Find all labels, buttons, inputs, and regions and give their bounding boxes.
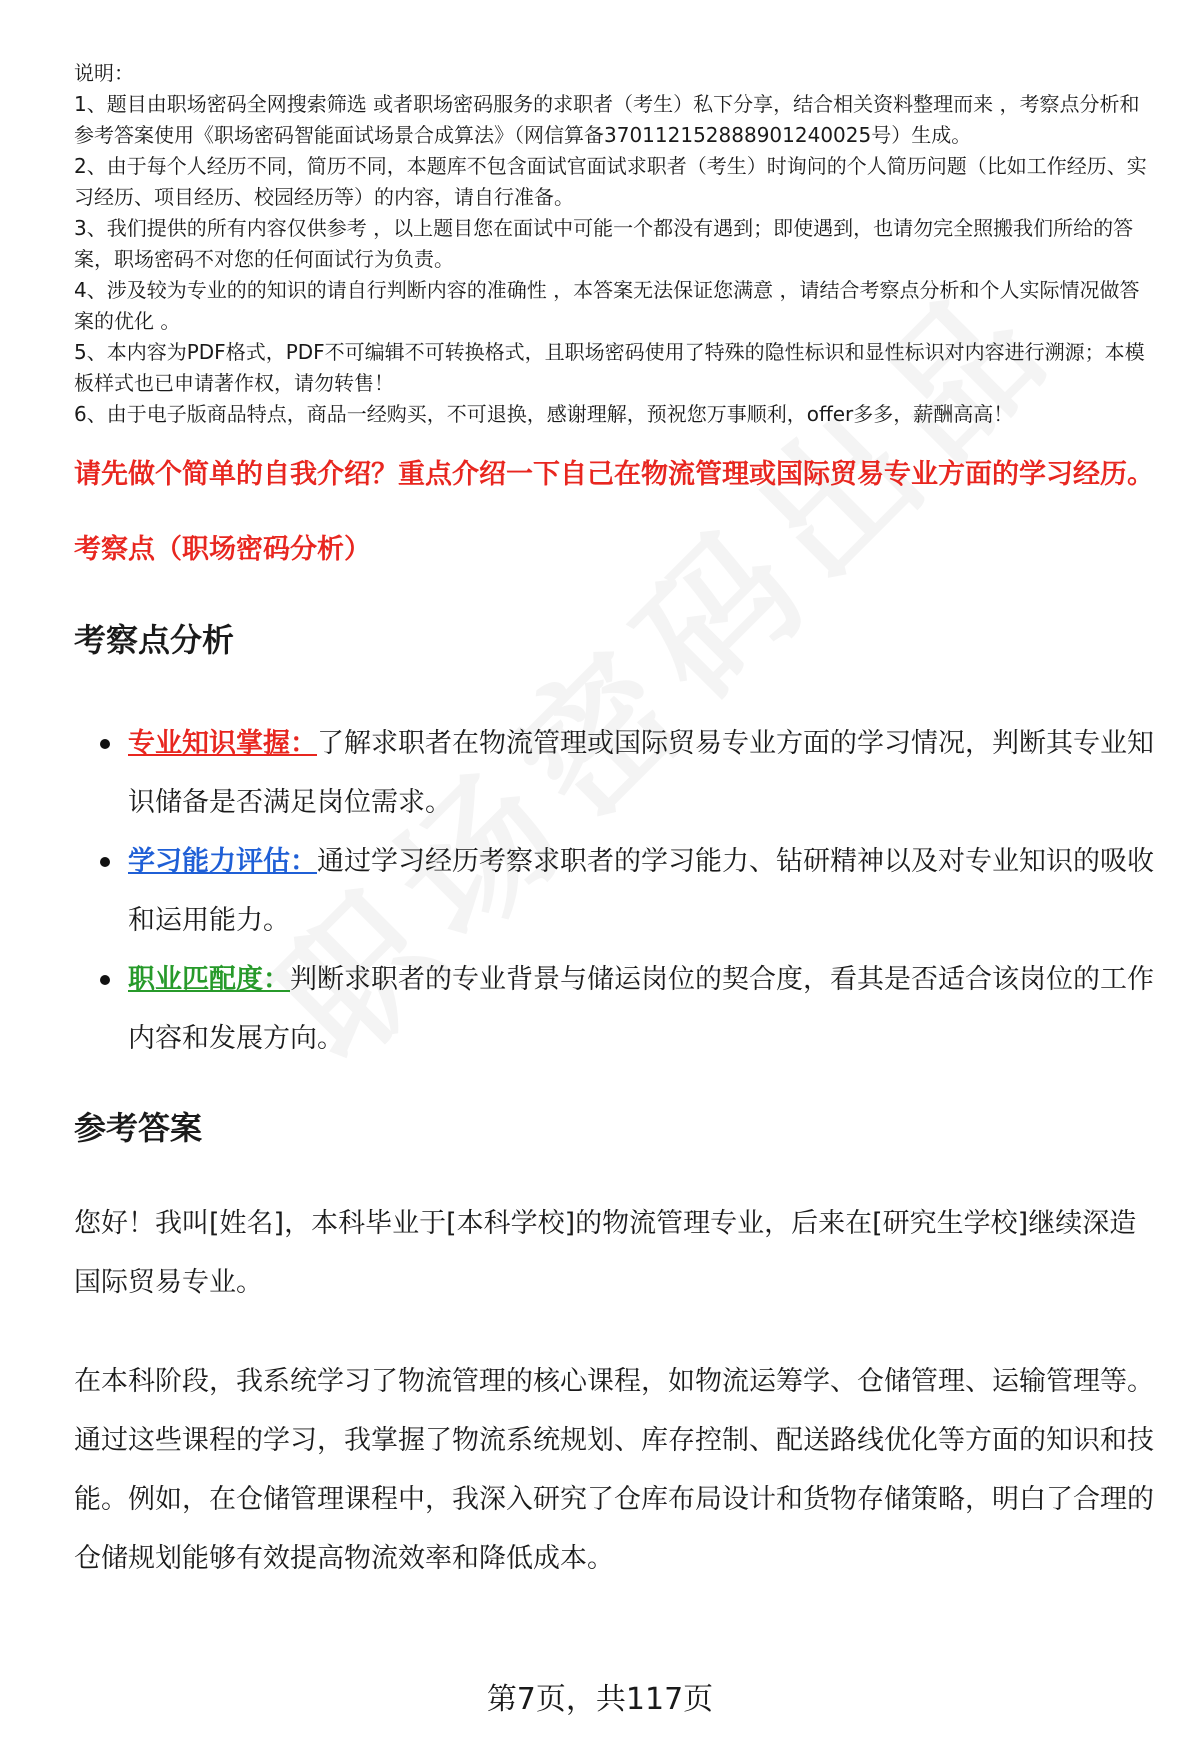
point-label: 职业匹配度： (128, 964, 290, 995)
bullet-icon (100, 975, 110, 985)
analysis-points (74, 714, 1154, 1068)
content (74, 58, 1154, 1588)
analysis-point (74, 714, 1154, 832)
notes-section (74, 58, 1154, 430)
note-item: 2、由于每个人经历不同，简历不同，本题库不包含面试官面试求职者（考生）时询问的个人简历问题（比如工作经历、实习经历、项目经历、校园经历等）的内容，请自行准备。 (74, 154, 1147, 209)
answer-paragraph: 在本科阶段，我系统学习了物流管理的核心课程，如物流运筹学、仓储管理、运输管理等。通过这些课程的学习，我掌握了物流系统规划、库存控制、配送路线优化等方面的知识和技能。例如，在仓储管理课程中，我深入研究了仓库布局设计和货物存储策略，明白了合理的仓储规划能够有效提高物流效率和降低成本。 (74, 1366, 1154, 1574)
point-label: 专业知识掌握： (128, 728, 317, 759)
note-item: 3、我们提供的所有内容仅供参考 ，以上题目您在面试中可能一个都没有遇到；即使遇到，也请勿完全照搬我们所给的答案，职场密码不对您的任何面试行为负责。 (74, 216, 1134, 271)
analysis-point (74, 832, 1154, 950)
interview-question: 请先做个简单的自我介绍？重点介绍一下自己在物流管理或国际贸易专业方面的学习经历。 (74, 459, 1154, 490)
note-item: 4、涉及较为专业的的知识的请自行判断内容的准确性 ，本答案无法保证您满意 ，请结合考察点分析和个人实际情况做答案的优化 。 (74, 278, 1140, 333)
analysis-point (74, 950, 1154, 1068)
point-text: 了解求职者在物流管理或国际贸易专业方面的学习情况，判断其专业知识储备是否满足岗位需求。 (128, 728, 1154, 818)
note-item: 6、由于电子版商品特点，商品一经购买，不可退换，感谢理解，预祝您万事顺利，offer多多，薪酬高高！ (74, 402, 1014, 426)
analysis-heading: 考察点分析 (74, 621, 235, 659)
answer-heading: 参考答案 (74, 1109, 203, 1147)
point-text: 通过学习经历考察求职者的学习能力、钻研精神以及对专业知识的吸收和运用能力。 (128, 846, 1154, 936)
page-number: 第7页，共117页 (486, 1682, 714, 1717)
answer-paragraph: 您好！我叫[姓名]，本科毕业于[本科学校]的物流管理专业，后来在[研究生学校]继续深造国际贸易专业。 (74, 1208, 1137, 1298)
analysis-label: 考察点（职场密码分析） (74, 534, 371, 565)
bullet-icon (100, 857, 110, 867)
note-item: 1、题目由职场密码全网搜索筛选 或者职场密码服务的求职者（考生）私下分享，结合相关资料整理而来 ，考察点分析和参考答案使用《职场密码智能面试场景合成算法》（网信算备370112152888901240025号）生成。 (74, 92, 1140, 147)
note-item: 5、本内容为PDF格式，PDF不可编辑不可转换格式，且职场密码使用了特殊的隐性标识和显性标识对内容进行溯源；本模板样式也已申请著作权，请勿转售！ (74, 340, 1145, 395)
notes-title: 说明： (74, 61, 134, 85)
bullet-icon (100, 739, 110, 749)
point-label: 学习能力评估： (128, 846, 317, 877)
point-text: 判断求职者的专业背景与储运岗位的契合度，看其是否适合该岗位的工作内容和发展方向。 (128, 964, 1154, 1054)
